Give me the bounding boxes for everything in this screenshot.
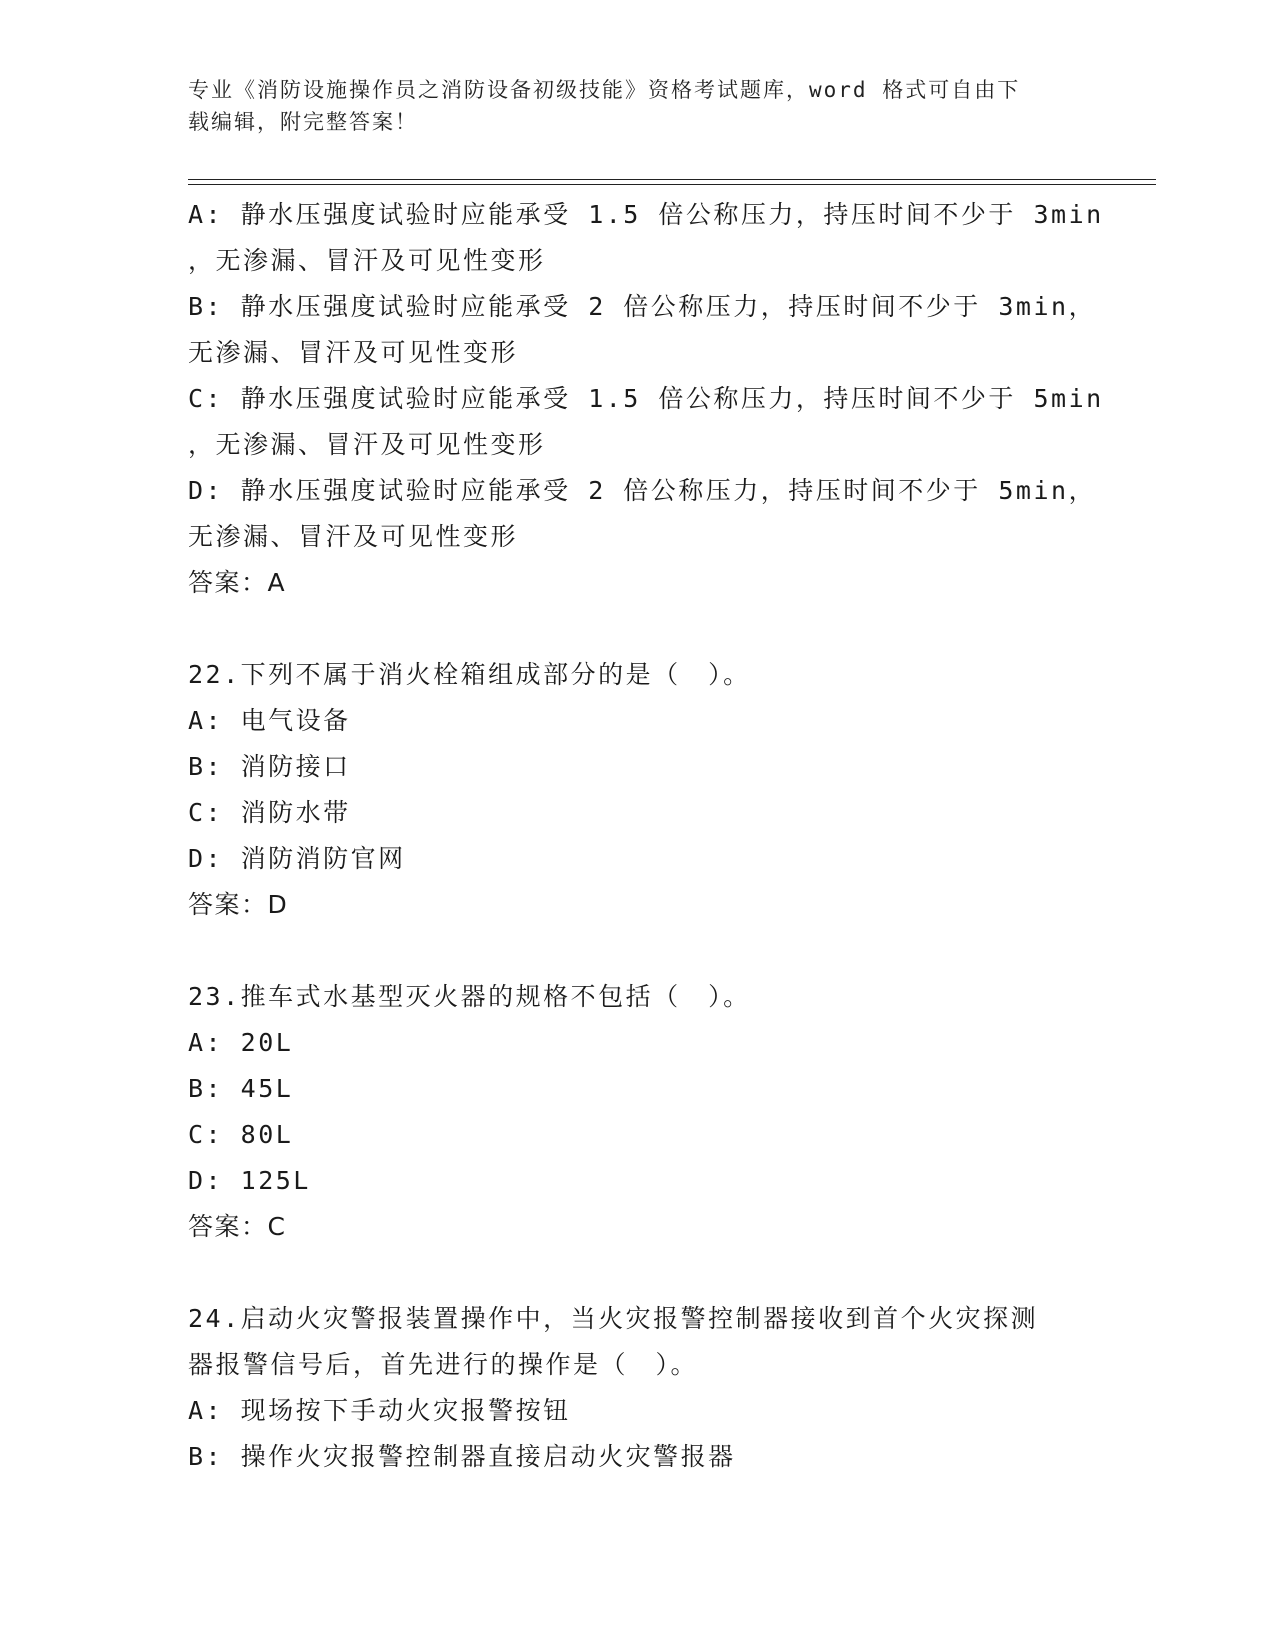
question-21-block (188, 192, 1104, 606)
question-22-block (188, 652, 1088, 928)
q23-option-b: B: 45L (188, 1074, 294, 1103)
q24-question-line-1: 24.启动火灾警报装置操作中，当火灾报警控制器接收到首个火灾探测 (188, 1304, 1039, 1333)
q21-option-c-line-1: C: 静水压强度试验时应能承受 1.5 倍公称压力，持压时间不少于 5min (188, 384, 1104, 413)
spacer (188, 606, 1088, 652)
header-line-1: 专业《消防设施操作员之消防设备初级技能》资格考试题库，word 格式可自由下 (188, 78, 1021, 102)
q24-option-b: B: 操作火灾报警控制器直接启动火灾警报器 (188, 1442, 736, 1471)
q21-option-b-line-2: 无渗漏、冒汗及可见性变形 (188, 338, 519, 367)
q21-option-a-line-2: ，无渗漏、冒汗及可见性变形 (188, 246, 546, 275)
document-header (188, 74, 1068, 138)
header-divider-top (188, 179, 1156, 180)
q21-answer: 答案：A (188, 568, 287, 597)
q22-answer: 答案：D (188, 890, 289, 919)
q22-option-c: C: 消防水带 (188, 798, 351, 827)
q21-option-d-line-2: 无渗漏、冒汗及可见性变形 (188, 522, 519, 551)
q22-option-b: B: 消防接口 (188, 752, 351, 781)
q21-option-b-line-1: B: 静水压强度试验时应能承受 2 倍公称压力，持压时间不少于 3min， (188, 292, 1097, 321)
q23-answer: 答案：C (188, 1212, 287, 1241)
question-23-block (188, 974, 1088, 1250)
q24-option-a: A: 现场按下手动火灾报警按钮 (188, 1396, 571, 1425)
q22-question: 22.下列不属于消火栓箱组成部分的是（ ）。 (188, 660, 751, 689)
q21-option-a-line-1: A: 静水压强度试验时应能承受 1.5 倍公称压力，持压时间不少于 3min (188, 200, 1104, 229)
header-divider-bottom (188, 184, 1156, 185)
q23-option-c: C: 80L (188, 1120, 294, 1149)
question-list (188, 192, 1104, 1480)
q23-option-a: A: 20L (188, 1028, 294, 1057)
q22-option-a: A: 电气设备 (188, 706, 351, 735)
q23-option-d: D: 125L (188, 1166, 311, 1195)
q24-question-line-2: 器报警信号后，首先进行的操作是（ ）。 (188, 1350, 699, 1379)
question-24-block (188, 1296, 1088, 1480)
spacer (188, 928, 1088, 974)
q22-option-d: D: 消防消防官网 (188, 844, 406, 873)
spacer (188, 1250, 1088, 1296)
header-line-2: 载编辑，附完整答案！ (188, 110, 418, 134)
q21-option-c-line-2: ，无渗漏、冒汗及可见性变形 (188, 430, 546, 459)
q21-option-d-line-1: D: 静水压强度试验时应能承受 2 倍公称压力，持压时间不少于 5min， (188, 476, 1097, 505)
q23-question: 23.推车式水基型灭火器的规格不包括（ ）。 (188, 982, 751, 1011)
